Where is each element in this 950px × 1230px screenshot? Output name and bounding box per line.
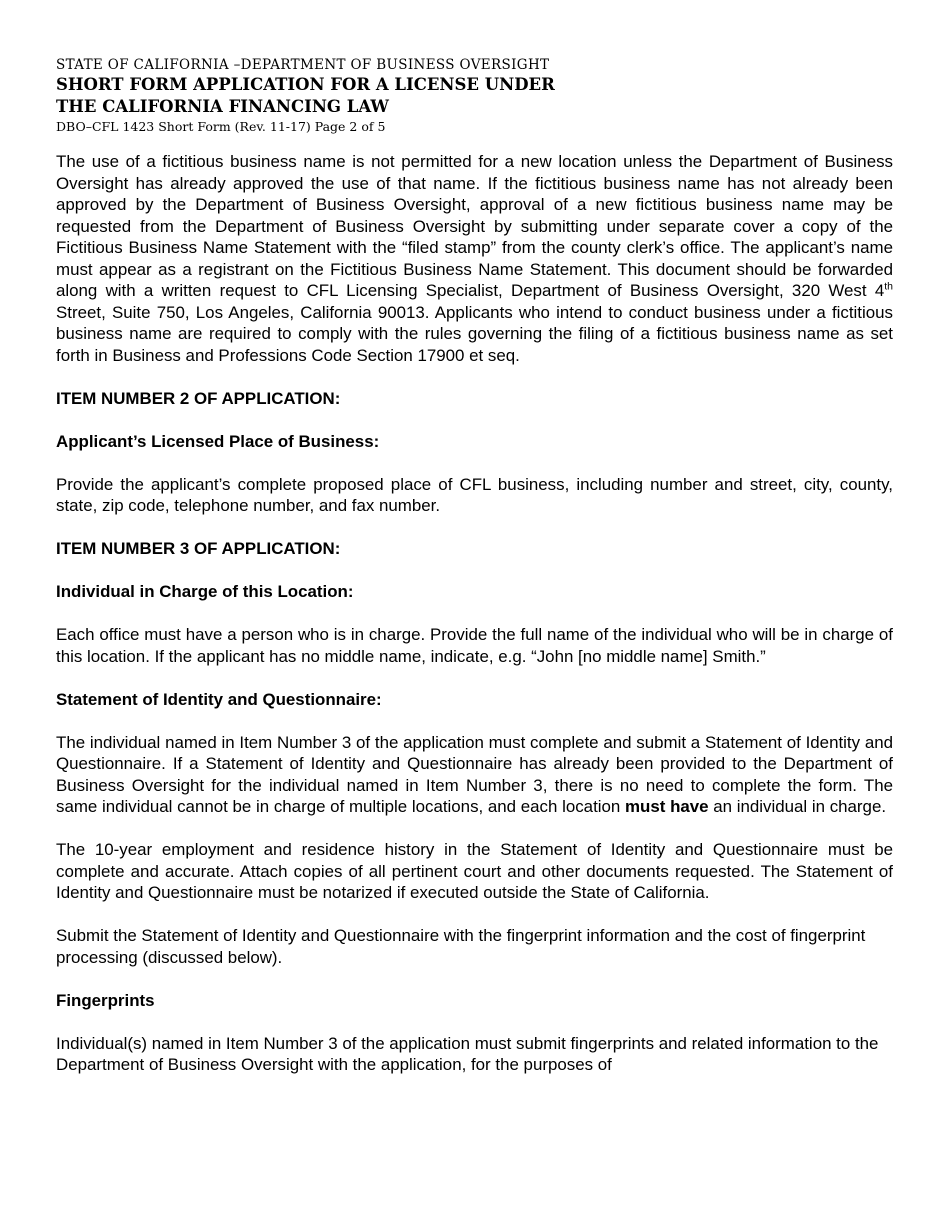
statement-paragraph-2: The 10-year employment and residence history in the Statement of Identity and Questionnaire must be complete and accurate. Attach copies of all pertinent court and other documents requested. The Statement of Identity and Questionnaire must be notarized if executed outside the State of California.: [56, 840, 893, 902]
form-title-line2: THE CALIFORNIA FINANCING LAW: [56, 97, 389, 116]
agency-header: STATE OF CALIFORNIA –DEPARTMENT OF BUSINESS OVERSIGHT: [56, 57, 550, 73]
intro-text-part1: The use of a fictitious business name is not permitted for a new location unless the Department of Business Oversight has already approved the use of that name. If the fictitious business name has not already been approved by the Department of Business Oversight, approval of a new fictitious business name may be requested from the Department of Business Oversight by submitting under separate cover a copy of the Fictitious Business Name Statement with the “filed stamp” from the county clerk’s office. The applicant’s name must appear as a registrant on the Fictitious Business Name Statement. This document should be forwarded along with a written request to CFL Licensing Specialist, Department of Business Oversight, 320 West 4: [56, 152, 893, 300]
item3-heading: ITEM NUMBER 3 OF APPLICATION:: [56, 539, 341, 558]
item3-paragraph: Each office must have a person who is in charge. Provide the full name of the individual who will be in charge of this location. If the applicant has no middle name, indicate, e.g. “John [no middle name] Smith.”: [56, 625, 893, 666]
statement-paragraph-1: [56, 732, 893, 818]
document-page: [56, 56, 893, 1076]
item2-heading: ITEM NUMBER 2 OF APPLICATION:: [56, 388, 341, 408]
item2-subheading: Applicant’s Licensed Place of Business:: [56, 431, 380, 451]
item3-subheading: Individual in Charge of this Location:: [56, 582, 354, 601]
statement-para1-end: an individual in charge.: [708, 797, 887, 816]
form-id-page-number: DBO–CFL 1423 Short Form (Rev. 11-17) Page 2 of 5: [56, 119, 386, 134]
fingerprints-heading: Fingerprints: [56, 990, 155, 1010]
statement-para1-text: The individual named in Item Number 3 of the application must complete and submit a Statement of Identity and Questionnaire. If a Statement of Identity and Questionnaire has already been provided to the Department of Business Oversight for the individual named in Item Number 3, there is no need to complete the form. The same individual cannot be in charge of multiple locations, and each location: [56, 732, 893, 816]
statement-paragraph-3: Submit the Statement of Identity and Questionnaire with the fingerprint information and the cost of fingerprint processing (discussed below).: [56, 926, 866, 967]
must-have-emphasis: must have: [625, 797, 709, 816]
statement-heading: Statement of Identity and Questionnaire:: [56, 689, 382, 709]
fingerprints-paragraph: Individual(s) named in Item Number 3 of the application must submit fingerprints and related information to the Department of Business Oversight with the application, for the purposes of: [56, 1033, 879, 1074]
intro-text-part2: Street, Suite 750, Los Angeles, California 90013. Applicants who intend to conduct business under a fictitious business name are required to comply with the rules governing the filing of a fictitious business name as set forth in Business and Professions Code Section 17900 et seq.: [56, 302, 893, 365]
form-title-line1: SHORT FORM APPLICATION FOR A LICENSE UNDER: [56, 75, 555, 94]
intro-paragraph: [56, 151, 893, 366]
item2-paragraph: Provide the applicant’s complete proposed place of CFL business, including number and street, city, county, state, zip code, telephone number, and fax number.: [56, 474, 893, 515]
ordinal-superscript: th: [884, 280, 893, 293]
